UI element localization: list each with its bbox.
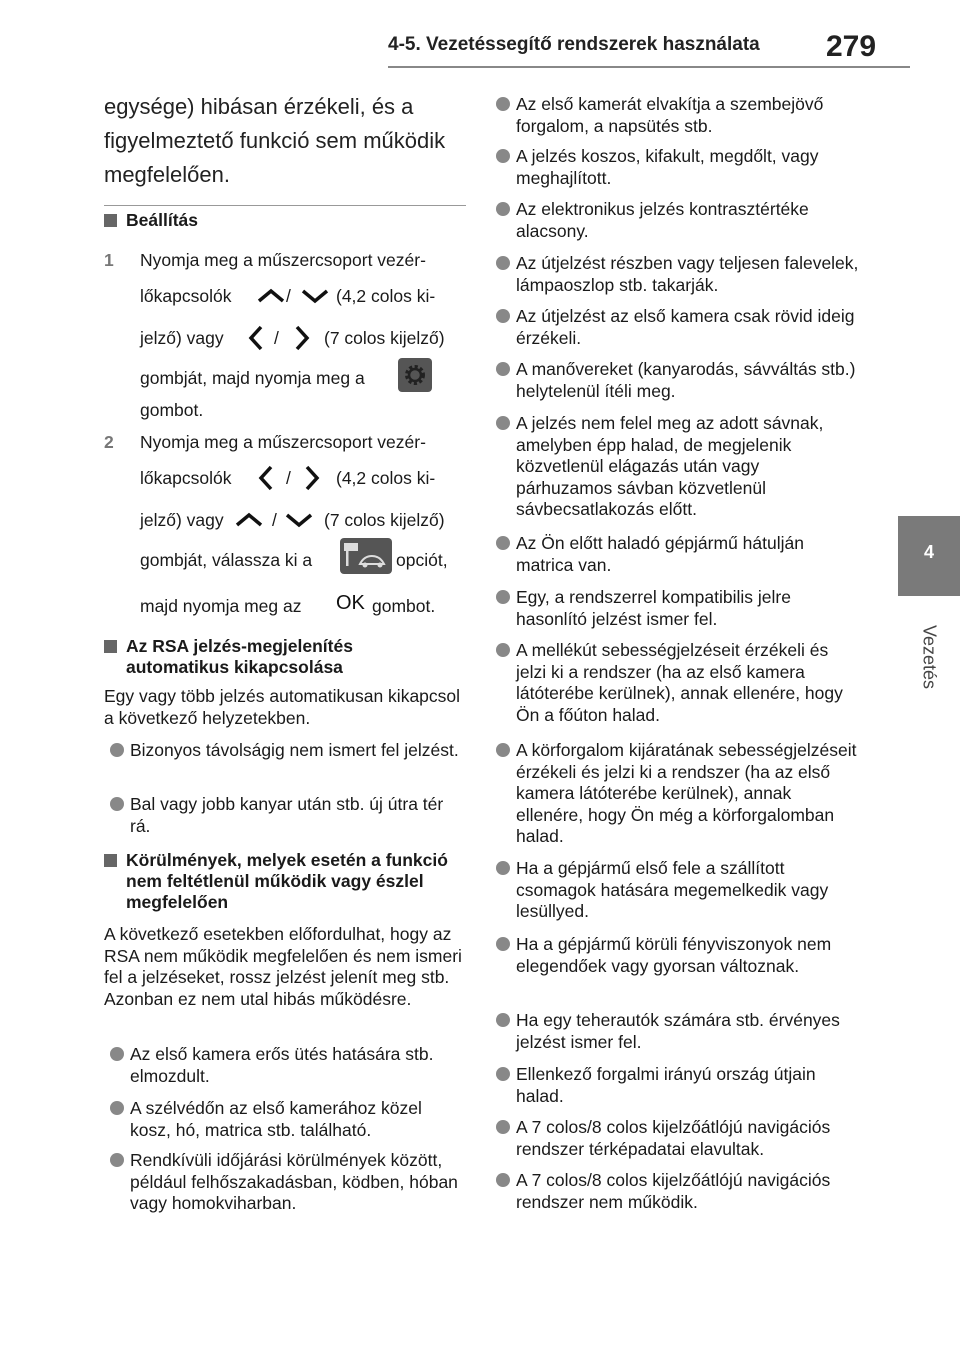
list-item: A jelzés koszos, kifakult, megdőlt, vagy meghajlított. [496, 146, 860, 189]
bullet-dot-icon [496, 202, 510, 216]
chevron-right-icon [294, 324, 310, 352]
list-item: Egy, a rendszerrel kompatibilis jelre hasonlító jelzést ismer fel. [496, 587, 860, 630]
chevron-down-icon [300, 288, 330, 304]
bullet-dot-icon [496, 362, 510, 376]
conditions-heading: Körülmények, melyek esetén a funkció nem feltétlenül működik vagy észlel megfelelően [104, 850, 460, 913]
header-rule [388, 66, 910, 68]
bullet-dot-icon [496, 937, 510, 951]
list-item: A jelzés nem felel meg az adott sávnak, amelyben épp halad, de megjelenik közvetlenül elágazás után vagy párhuzamos sávban közvetlenül sávbecsatlakozás előtt. [496, 413, 860, 521]
page-header [0, 0, 960, 72]
list-item: A manővereket (kanyarodás, sávváltás stb.) helytelenül ítéli meg. [496, 359, 860, 402]
bullet-dot-icon [110, 797, 124, 811]
list-item: Az Ön előtt haladó gépjármű hátulján matrica van. [496, 533, 860, 576]
bullet-dot-icon [496, 97, 510, 111]
list-item: Ha a gépjármű körüli fényviszonyok nem elegendőek vagy gyorsan változnak. [496, 934, 860, 977]
step-number: 2 [104, 432, 114, 452]
heading-square-icon [104, 854, 117, 867]
intro-text: egysége) hibásan érzékeli, és a figyelmeztető funkció sem működik megfelelően. [104, 94, 446, 187]
bullet-dot-icon [496, 643, 510, 657]
bullet-dot-icon [496, 416, 510, 430]
conditions-paragraph: A következő esetekben előfordulhat, hogy az RSA nem működik megfelelően és nem ismeri fel a jelzéseket, rossz jelzést jelenít meg stb. Azonban ez nem utal hibás működésre. [104, 924, 462, 1009]
list-item: Az útjelzést részben vagy teljesen falevelek, lámpaoszlop stb. takarják. [496, 253, 860, 296]
auto-off-heading: Az RSA jelzés-megjelenítés automatikus kikapcsolása [104, 636, 460, 678]
chapter-number: 4 [923, 542, 934, 562]
bullet-dot-icon [496, 149, 510, 163]
list-item: Az első kamera erős ütés hatására stb. elmozdult. [110, 1044, 466, 1087]
bullet-dot-icon [496, 743, 510, 757]
list-item: A szélvédőn az első kamerához közel kosz, hó, matrica stb. található. [110, 1098, 466, 1141]
bullet-dot-icon [496, 590, 510, 604]
chevron-left-icon [248, 324, 264, 352]
step-1: 1 Nyomja meg a műszercsoport vezér- lőkapcsolók / (4,2 colos ki- jelző) vagy / (7 colos kijelző) gombját, majd nyomja meg a gombot. [104, 250, 445, 420]
auto-off-paragraph: Egy vagy több jelzés automatikusan kikapcsol a következő helyzetekben. [104, 686, 461, 728]
bullet-dot-icon [496, 1173, 510, 1187]
chevron-up-icon [234, 512, 264, 528]
bullet-dot-icon [496, 536, 510, 550]
bullet-dot-icon [110, 743, 124, 757]
list-item: A körforgalom kijáratának sebességjelzéseit érzékeli és jelzi ki a rendszer (ha az első kamera látóterébe kerülnek), annak ellenére, hogy Ön még a körforgalomban halad. [496, 740, 860, 848]
bullet-dot-icon [496, 1067, 510, 1081]
list-item: Az elektronikus jelzés kontrasztértéke alacsony. [496, 199, 860, 242]
page-number: 279 [826, 30, 877, 63]
list-item: A mellékút sebességjelzéseit érzékeli és jelzi ki a rendszer (ha az első kamera látóterébe kerülnek), annak ellenére, hogy Ön a főúton halad. [496, 640, 860, 726]
heading-square-icon [104, 214, 117, 227]
list-item: A 7 colos/8 colos kijelzőátlójú navigációs rendszer nem működik. [496, 1170, 860, 1213]
chapter-tab [898, 516, 960, 596]
list-item: Ha egy teherautók számára stb. érvényes jelzést ismer fel. [496, 1010, 860, 1053]
ok-icon: OK [336, 592, 365, 614]
step-number: 1 [104, 250, 114, 270]
road-sign-assist-icon [340, 538, 392, 574]
list-item: Bal vagy jobb kanyar után stb. új útra tér rá. [110, 794, 466, 837]
chapter-label [894, 612, 960, 702]
bullet-dot-icon [110, 1101, 124, 1115]
chapter-label-text: Vezetés [919, 624, 940, 690]
bullet-dot-icon [496, 1120, 510, 1134]
list-item: Rendkívüli időjárási körülmények között, például felhőszakadásban, ködben, hóban vagy homokviharban. [110, 1150, 466, 1215]
list-item: Ha a gépjármű első fele a szállított csomagok hatására megemelkedik vagy lesüllyed. [496, 858, 860, 923]
list-item: Ellenkező forgalmi irányú ország útjain halad. [496, 1064, 860, 1107]
settings-heading: Beállítás [104, 210, 466, 231]
bullet-dot-icon [496, 309, 510, 323]
chevron-up-icon [256, 288, 286, 304]
bullet-dot-icon [110, 1153, 124, 1167]
bullet-dot-icon [496, 861, 510, 875]
heading-square-icon [104, 640, 117, 653]
list-item: Az útjelzést az első kamera csak rövid ideig érzékeli. [496, 306, 860, 349]
bullet-dot-icon [496, 256, 510, 270]
list-item: Az első kamerát elvakítja a szembejövő forgalom, a napsütés stb. [496, 94, 860, 137]
divider [104, 205, 466, 206]
chevron-down-icon [284, 512, 314, 528]
bullet-dot-icon [110, 1047, 124, 1061]
chevron-right-icon [304, 464, 320, 492]
list-item: A 7 colos/8 colos kijelzőátlójú navigációs rendszer térképadatai elavultak. [496, 1117, 860, 1160]
step-2: 2 Nyomja meg a műszercsoport vezér- lőkapcsolók / (4,2 colos ki- jelző) vagy / (7 colos kijelző) gombját, válassza ki a opciót, majd nyomja meg az OK gombot. [104, 432, 448, 616]
gear-icon [398, 358, 432, 392]
chevron-left-icon [258, 464, 274, 492]
section-title: 4-5. Vezetéssegítő rendszerek használata [388, 34, 760, 55]
bullet-dot-icon [496, 1013, 510, 1027]
list-item: Bizonyos távolságig nem ismert fel jelzést. [110, 740, 466, 762]
